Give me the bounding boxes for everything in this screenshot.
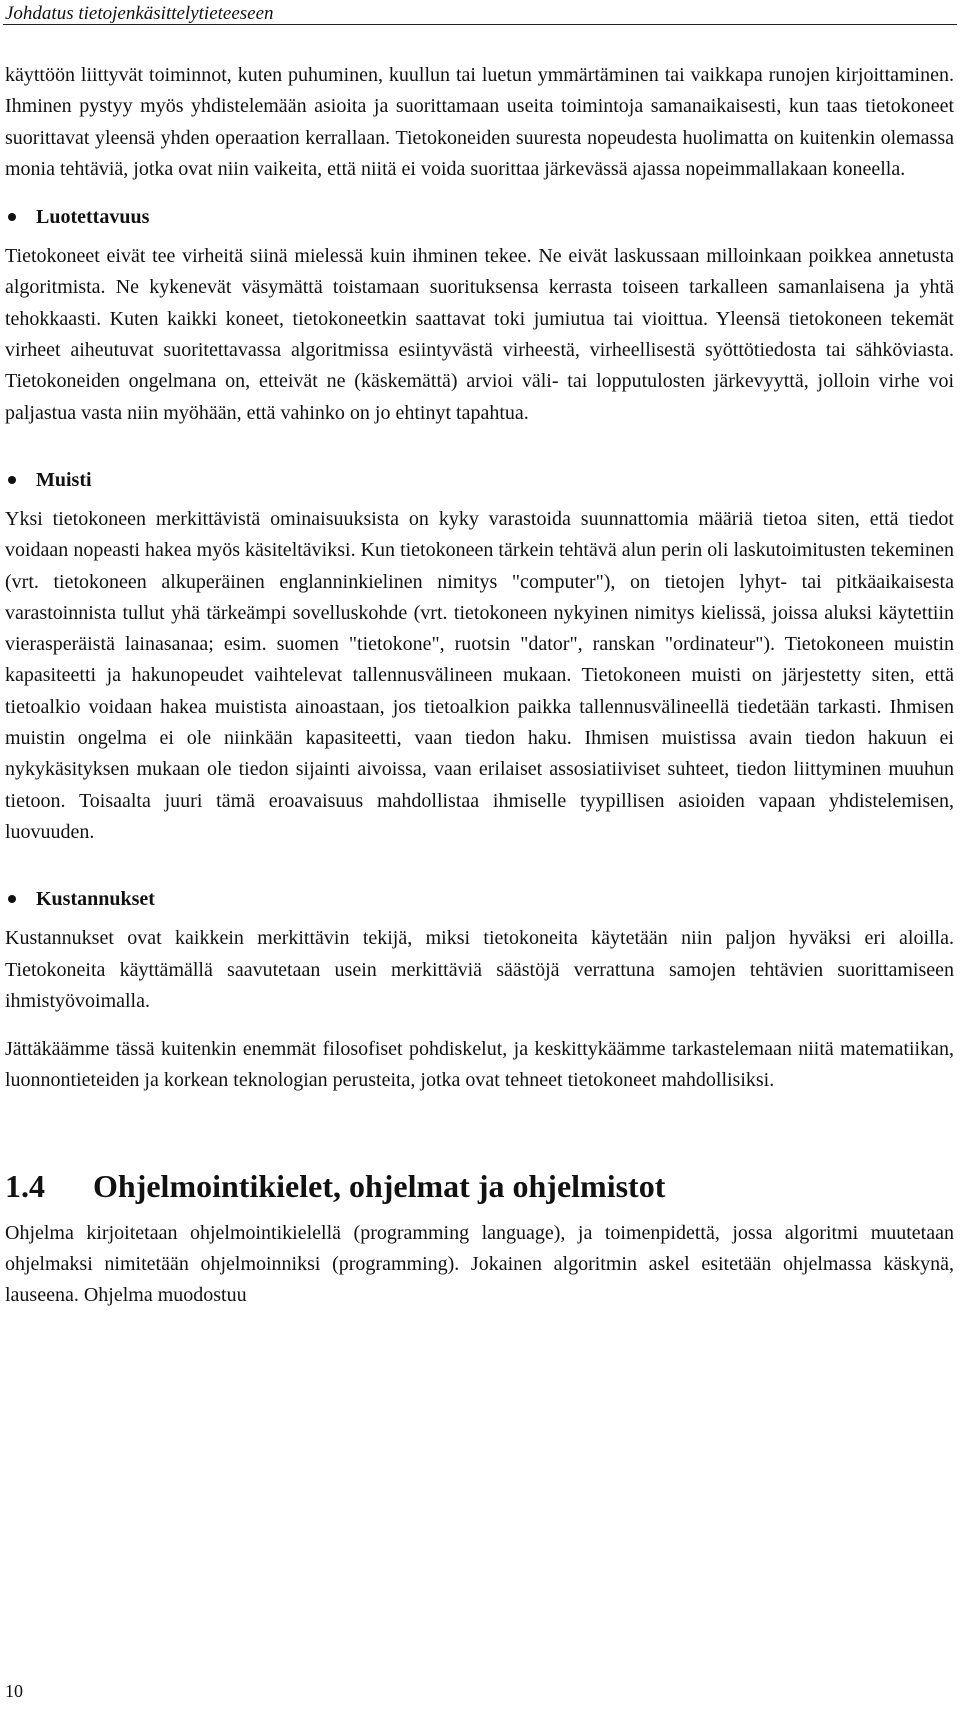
bullet-heading-label: Kustannukset: [36, 888, 155, 911]
page-content: [5, 60, 954, 1312]
bullet-icon: [8, 895, 16, 903]
page-number: 10: [5, 1681, 23, 1701]
paragraph-muisti: Yksi tietokoneen merkittävistä ominaisuuksista on kyky varastoida suunnattomia määriä tietoa siten, että tiedot voidaan nopeasti hakea myös käsiteltäviksi. Kun tietokoneen tärkein tehtävä alun perin oli laskutoimitusten tekeminen (vrt. tietokoneen alkuperäinen englanninkielinen nimitys "computer"), on tietojen lyhyt- tai pitkäaikaisesta varastoinnista tullut yhä tärkeämpi sovelluskohde (vrt. tietokoneen nykyinen nimitys kielissä, joissa aluksi käytettiin vierasperäistä lainasanaa; esim. suomen "tietokone", ruotsin "dator", ranskan "ordinateur"). Tietokoneen muistin kapasiteetti ja hakunopeudet vaihtelevat tallennusvälineen mukaan. Tietokoneen muisti on järjestetty siten, että tietoalkio voidaan hakea muistista ainoastaan, jos tietoalkion paikka tallennusvälineellä tiedetään tarkasti. Ihmisen muistin ongelma ei ole niinkään kapasiteetti, vaan tiedon haku. Ihmisen muistissa avain tiedon hakuun ei nykykäsityksen mukaan ole tiedon sijainti aivoissa, vaan erilaiset assosiatiiviset suhteet, tiedon liittyminen muuhun tietoon. Toisaalta juuri tämä eroavaisuus mahdollistaa ihmiselle tyypillisen asioiden vapaan yhdistelemisen, luovuuden.: [5, 507, 954, 843]
bullet-heading-kustannukset: [5, 884, 954, 914]
paragraph-jattakaamme: Jättäkäämme tässä kuitenkin enemmät filosofiset pohdiskelut, ja keskittykäämme tarkastelemaan niitä matematiikan, luonnontieteiden ja korkean teknologian perusteita, jotka ovat tehneet tietokoneet mahdollisiksi.: [5, 1038, 954, 1092]
section-number: 1.4: [5, 1167, 45, 1204]
section-title: Ohjelmointikielet, ohjelmat ja ohjelmistot: [93, 1167, 666, 1204]
paragraph-kustannukset: Kustannukset ovat kaikkein merkittävin tekijä, miksi tietokoneita käytetään niin paljon hyväksi eri aloilla. Tietokoneita käyttämällä saavutetaan usein merkittäviä säästöjä verrattuna samojen tehtävien suorittamiseen ihmistyövoimalla.: [5, 927, 954, 1012]
paragraph-ohjelma: Ohjelma kirjoitetaan ohjelmointikielellä (programming language), ja toimenpidettä, jossa algoritmi muutetaan ohjelmaksi nimitetään ohjelmoinniksi (programming). Jokainen algoritmin askel esitetään ohjelmassa käskynä, lauseena. Ohjelma muodostuu: [5, 1221, 954, 1307]
bullet-heading-muisti: [5, 465, 954, 495]
running-header: Johdatus tietojenkäsittelytieteeseen: [5, 3, 274, 24]
paragraph-intro: käyttöön liittyvät toiminnot, kuten puhuminen, kuullun tai luetun ymmärtäminen tai vaikkapa runojen kirjoittaminen. Ihminen pystyy myös yhdistelemään asioita ja suorittamaan useita toimintoja samanaikaisesti, kun taas tietokoneet suorittavat yleensä yhden operaation kerrallaan. Tietokoneiden suuresta nopeudesta huolimatta on kuitenkin olemassa monia tehtäviä, jotka ovat niin vaikeita, että niitä ei voida suorittaa järkevässä ajassa nopeimmallakaan koneella.: [5, 64, 954, 180]
bullet-icon: [8, 476, 16, 484]
bullet-heading-label: Luotettavuus: [36, 206, 150, 229]
paragraph-luotettavuus: Tietokoneet eivät tee virheitä siinä mielessä kuin ihminen tekee. Ne eivät laskussaan milloinkaan poikkea annetusta algoritmista. Ne kykenevät väsymättä toistamaan suorituksensa kerrasta toiseen tarkalleen samanlaisena ja yhtä tehokkaasti. Kuten kaikki koneet, tietokoneetkin saattavat toki jumiutua tai vioittua. Yleensä tietokoneen tekemät virheet aiheutuvat suoritettavassa algoritmissa esiintyvästä virheestä, virheellisestä syöttötiedosta tai sähköviasta. Tietokoneiden ongelmana on, etteivät ne (käskemättä) arvioi väli- tai lopputulosten järkevyyttä, jolloin virhe voi paljastua vasta niin myöhään, että vahinko on jo ehtinyt tapahtua.: [5, 245, 954, 424]
section-heading: [5, 1166, 954, 1206]
bullet-heading-luotettavuus: [5, 202, 954, 232]
bullet-heading-label: Muisti: [36, 468, 92, 491]
header-rule: [3, 24, 957, 25]
bullet-icon: [8, 213, 16, 221]
